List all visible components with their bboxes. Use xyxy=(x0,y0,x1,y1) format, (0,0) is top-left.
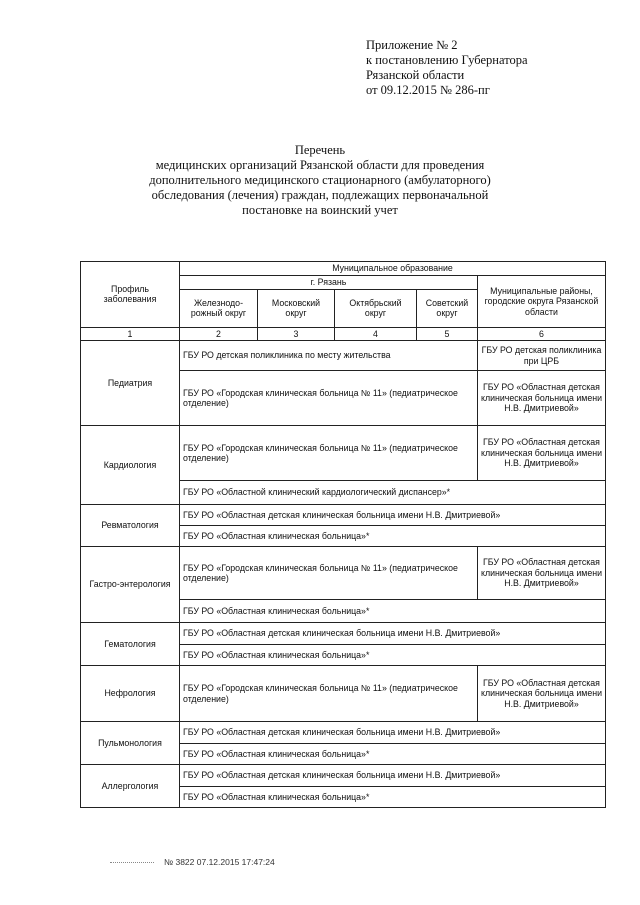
profile-gastroenterology: Гастро-энтерология xyxy=(81,547,180,623)
pediatrics-district-2: ГБУ РО «Областная детская клиническая больница имени Н.В. Дмитриевой» xyxy=(478,371,606,426)
pediatrics-city-2: ГБУ РО «Городская клиническая больница № 11» (педиатрическое отделение) xyxy=(180,371,478,426)
title-line-1: Перечень xyxy=(294,143,346,157)
header-oktyabrsky: Октябрьский округ xyxy=(335,289,417,327)
title-line-2: медицинских организаций Рязанской области для проведения xyxy=(155,158,485,172)
gastro-all: ГБУ РО «Областная клиническая больница»* xyxy=(180,600,606,623)
gastro-district-1: ГБУ РО «Областная детская клиническая больница имени Н.В. Дмитриевой» xyxy=(478,547,606,600)
profile-pulmonology: Пульмонология xyxy=(81,722,180,765)
cardiology-district-1: ГБУ РО «Областная детская клиническая больница имени Н.В. Дмитриевой» xyxy=(478,426,606,481)
nephrology-city-1: ГБУ РО «Городская клиническая больница № 11» (педиатрическое отделение) xyxy=(180,666,478,722)
appendix-number: Приложение № 2 xyxy=(366,38,458,52)
cardiology-city-1: ГБУ РО «Городская клиническая больница № 11» (педиатрическое отделение) xyxy=(180,426,478,481)
gastro-city-1: ГБУ РО «Городская клиническая больница № 11» (педиатрическое отделение) xyxy=(180,547,478,600)
profile-hematology: Гематология xyxy=(81,623,180,666)
column-number: 6 xyxy=(478,327,606,341)
appendix-region: Рязанской области xyxy=(366,68,465,82)
header-ryazan: г. Рязань xyxy=(180,276,478,290)
rheumatology-all-1: ГБУ РО «Областная детская клиническая больница имени Н.В. Дмитриевой» xyxy=(180,505,606,526)
header-zheleznodorozhny: Железнодо-рожный округ xyxy=(180,289,258,327)
title-line-4: обследования (лечения) граждан, подлежащих первоначальной xyxy=(151,188,489,202)
column-number: 4 xyxy=(335,327,417,341)
title-line-5: постановке на воинский учет xyxy=(242,203,398,217)
pulmonology-all-2: ГБУ РО «Областная клиническая больница»* xyxy=(180,744,606,765)
header-profile: Профиль заболевания xyxy=(81,262,180,328)
column-number: 5 xyxy=(417,327,478,341)
appendix-date: от 09.12.2015 № 286-пг xyxy=(366,83,490,97)
header-districts: Муниципальные районы, городские округа Рязанской области xyxy=(478,276,606,328)
header-sovetsky: Советский округ xyxy=(417,289,478,327)
column-number: 3 xyxy=(258,327,335,341)
profile-rheumatology: Ревматология xyxy=(81,505,180,547)
registration-stamp xyxy=(110,857,275,867)
pulmonology-all-1: ГБУ РО «Областная детская клиническая больница имени Н.В. Дмитриевой» xyxy=(180,722,606,744)
allergology-all-1: ГБУ РО «Областная детская клиническая больница имени Н.В. Дмитриевой» xyxy=(180,765,606,787)
pediatrics-district-1: ГБУ РО детская поликлиника при ЦРБ xyxy=(478,341,606,371)
column-number: 1 xyxy=(81,327,180,341)
column-number: 2 xyxy=(180,327,258,341)
profile-pediatrics: Педиатрия xyxy=(81,341,180,426)
title-line-3: дополнительного медицинского стационарного (амбулаторного) xyxy=(149,173,491,187)
nephrology-district-1: ГБУ РО «Областная детская клиническая больница имени Н.В. Дмитриевой» xyxy=(478,666,606,722)
appendix-header xyxy=(366,38,528,98)
appendix-resolution: к постановлению Губернатора xyxy=(366,53,528,67)
registration-stamp-text: № 3822 07.12.2015 17:47:24 xyxy=(164,857,275,867)
profile-allergology: Аллергология xyxy=(81,765,180,808)
cardiology-all: ГБУ РО «Областной клинический кардиологический диспансер»* xyxy=(180,481,606,505)
profile-nephrology: Нефрология xyxy=(81,666,180,722)
hematology-all-1: ГБУ РО «Областная детская клиническая больница имени Н.В. Дмитриевой» xyxy=(180,623,606,645)
document-title xyxy=(60,143,580,218)
organizations-table xyxy=(80,261,606,808)
scan-smudge xyxy=(110,862,154,863)
allergology-all-2: ГБУ РО «Областная клиническая больница»* xyxy=(180,787,606,808)
header-moskovsky: Московский округ xyxy=(258,289,335,327)
header-municipal: Муниципальное образование xyxy=(180,262,606,276)
rheumatology-all-2: ГБУ РО «Областная клиническая больница»* xyxy=(180,526,606,547)
hematology-all-2: ГБУ РО «Областная клиническая больница»* xyxy=(180,645,606,666)
pediatrics-city-1: ГБУ РО детская поликлиника по месту жительства xyxy=(180,341,478,371)
profile-cardiology: Кардиология xyxy=(81,426,180,505)
